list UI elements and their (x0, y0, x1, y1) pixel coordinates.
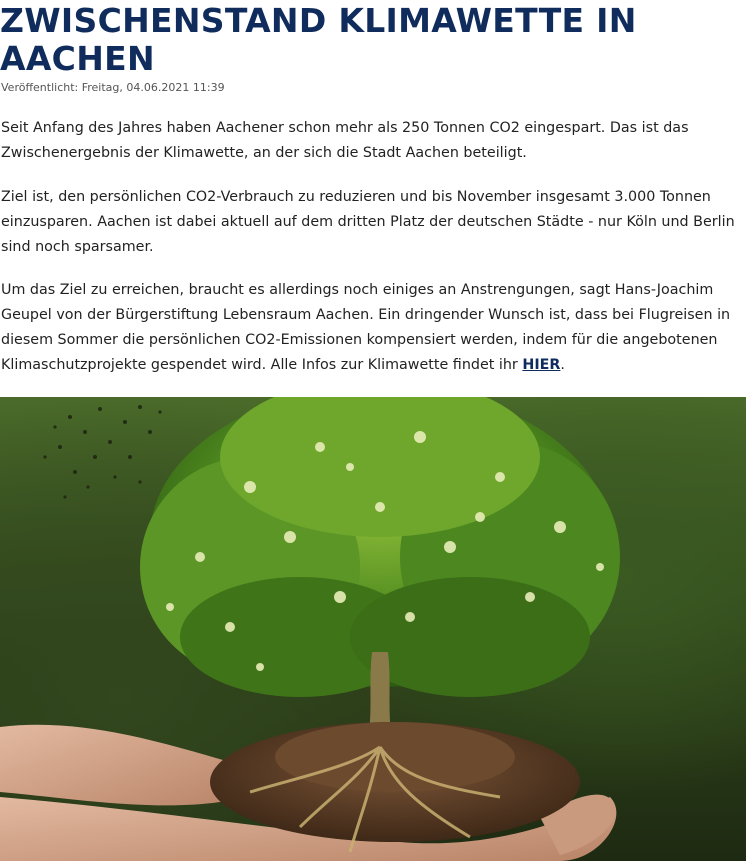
paragraph-effort-end: . (560, 357, 565, 373)
article-headline: ZWISCHENSTAND KLIMAWETTE IN AACHEN (0, 1, 637, 78)
tree-in-hands-photo (0, 397, 746, 861)
paragraph-intro: Seit Anfang des Jahres haben Aachener schon mehr als 250 Tonnen CO2 eingespart. Das ist das Zwischenergebnis der Klimawette, an der sich die Stadt Aachen beteiligt. (1, 120, 689, 161)
info-link[interactable]: HIER (522, 357, 561, 373)
publish-date: Veröffentlicht: Freitag, 04.06.2021 11:39 (1, 81, 225, 94)
paragraph-effort-text: Um das Ziel zu erreichen, braucht es allerdings noch einiges an Anstrengungen, sagt Hans-Joachim Geupel von der Bürgerstiftung Lebensraum Aachen. Ein dringender Wunsch ist, dass bei Flugreisen in diesem Sommer die persönlichen CO2-Emissionen kompensiert werden, indem für die angebotenen Klimaschutzprojekte gespendet wird. Alle Infos zur Klimawette findet ihr (1, 282, 731, 373)
paragraph-goal: Ziel ist, den persönlichen CO2-Verbrauch zu reduzieren und bis November insgesamt 3.000 Tonnen einzusparen. Aachen ist dabei aktuell auf dem dritten Platz der deutschen Städte - nur Köln und Berlin sind noch sparsamer. (1, 189, 735, 255)
paragraph-effort (1, 278, 745, 378)
